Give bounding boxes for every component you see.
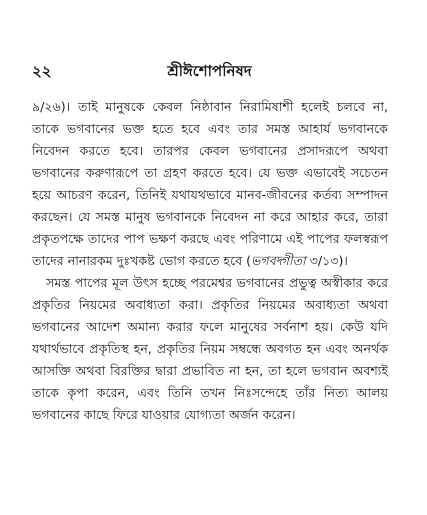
page-number: ২২ xyxy=(32,62,52,80)
paragraph-1 xyxy=(32,96,388,272)
running-title: শ্রীঈশোপনিষদ xyxy=(167,62,252,80)
scripture-reference xyxy=(251,253,348,268)
paragraph-1-text: ৯/২৬)। তাই মানুষকে কেবল নিষ্ঠাবান নিরামিষাশী হলেই চলবে না, তাকে ভগবানের ভক্ত হতে হবে এবং তার সমস্ত আহার্য ভগবানকে নিবেদন করতে হবে। তারপর কেবল ভগবানের প্রসাদরূপে অথবা ভগবানের করুণারূপে তা গ্রহণ করতে হবে। যে ভক্ত এভাবেই সচেতন হয়ে আচরণ করেন, তিনিই যথাযথভাবে মানব-জীবনের কর্তব্য সম্পাদন করছেন। যে সমস্ত মানুষ ভগবানকে নিবেদন না করে আহার করে, তারা প্রকৃতপক্ষে তাদের পাপ ভক্ষণ করছে এবং পরিণামে এই পাপের ফলস্বরূপ তাদের নানারকম দুঃখকষ্ট ভোগ করতে হবে ( xyxy=(32,99,388,268)
scripture-title: ভগবদ্গীতা xyxy=(251,253,306,268)
body-text xyxy=(32,96,388,426)
page-header xyxy=(32,60,387,82)
paragraph-2: সমস্ত পাপের মূল উৎস হচ্ছে পরমেশ্বর ভগবানের প্রভুত্ব অস্বীকার করে প্রকৃতির নিয়মের অবাধ্যতা করা। প্রকৃতির নিয়মের অবাধ্যতা অথবা ভগবানের আদেশ অমান্য করার ফলে মানুষের সর্বনাশ হয়। কেউ যদি যথার্থভাবে প্রকৃতিস্থ হন, প্রকৃতির নিয়ম সম্বন্ধে অবগত হন এবং অনর্থক আসক্তি অথবা বিরক্তির দ্বারা প্রভাবিত না হন, তা হলে ভগবান অবশ্যই তাকে কৃপা করেন, এবং তিনি তখন নিঃসন্দেহে তাঁর নিত্য আলয় ভগবানের কাছে ফিরে যাওয়ার যোগ্যতা অর্জন করেন। xyxy=(32,275,388,422)
scripture-verse: ৩/১৩)। xyxy=(305,253,348,268)
